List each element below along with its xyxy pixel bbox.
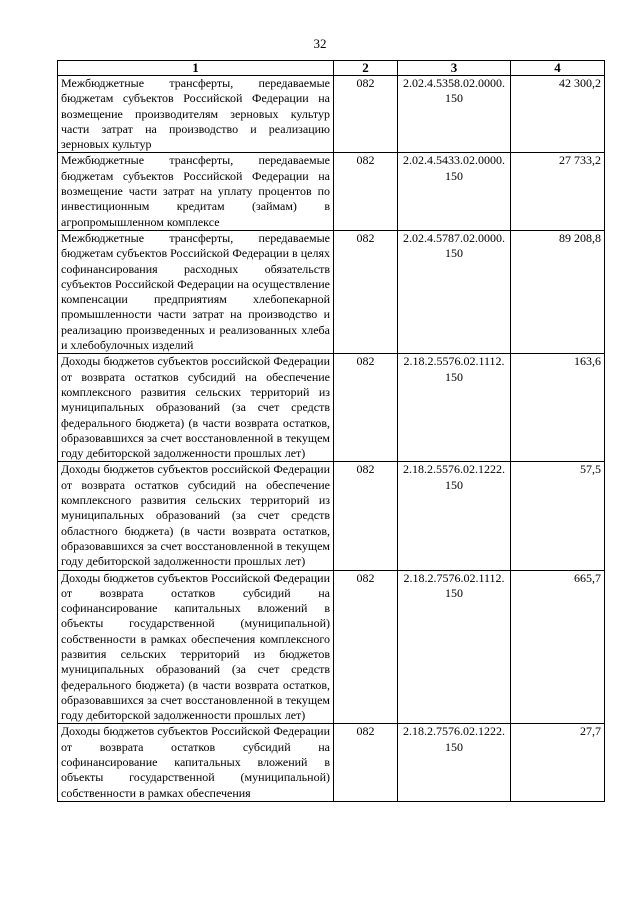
column-header-2: 2 <box>334 61 398 76</box>
table-row <box>58 230 605 353</box>
budget-revenue-table <box>57 60 605 802</box>
row-description: Доходы бюджетов субъектов Российской Федерации от возврата остатков субсидий на софинансирование капитальных вложений в объекты государственной (муниципальной) собственности в рамках обеспечения комплексного развития сельских территорий из бюджетов муниципальных образований (за счет средств федерального бюджета) (в части возврата остатков, образовавшихся за счет восстановленной в текущем году дебиторской задолженности прошлых лет) <box>58 570 334 724</box>
row-budget-code: 2.18.2.7576.02.1222.150 <box>398 724 511 801</box>
column-header-4: 4 <box>511 61 605 76</box>
row-admin-code: 082 <box>334 76 398 153</box>
row-description: Межбюджетные трансферты, передаваемые бюджетам субъектов Российской Федерации на возмещение части затрат на уплату процентов по инвестиционным кредитам (займам) в агропромышленном комплексе <box>58 153 334 230</box>
row-budget-code: 2.18.2.7576.02.1112.150 <box>398 570 511 724</box>
table-row <box>58 462 605 570</box>
row-admin-code: 082 <box>334 230 398 353</box>
row-budget-code: 2.02.4.5433.02.0000.150 <box>398 153 511 230</box>
table-row <box>58 570 605 724</box>
row-admin-code: 082 <box>334 462 398 570</box>
row-amount: 89 208,8 <box>511 230 605 353</box>
row-budget-code: 2.02.4.5787.02.0000.150 <box>398 230 511 353</box>
row-amount: 27,7 <box>511 724 605 801</box>
row-description: Доходы бюджетов субъектов Российской Федерации от возврата остатков субсидий на софинансирование капитальных вложений в объекты государственной (муниципальной) собственности в рамках обеспечения <box>58 724 334 801</box>
table-row <box>58 354 605 462</box>
row-description: Доходы бюджетов субъектов российской Федерации от возврата остатков субсидий на обеспечение комплексного развития сельских территорий из муниципальных образований (за счет средств федерального бюджета) (в части возврата остатков, образовавшихся за счет восстановленной в текущем году дебиторской задолженности прошлых лет) <box>58 354 334 462</box>
row-admin-code: 082 <box>334 570 398 724</box>
row-amount: 163,6 <box>511 354 605 462</box>
row-admin-code: 082 <box>334 153 398 230</box>
row-description: Межбюджетные трансферты, передаваемые бюджетам субъектов Российской Федерации на возмещение производителям зерновых культур части затрат на производство и реализацию зерновых культур <box>58 76 334 153</box>
column-header-1: 1 <box>58 61 334 76</box>
table-header-row <box>58 61 605 76</box>
row-budget-code: 2.02.4.5358.02.0000.150 <box>398 76 511 153</box>
row-description: Межбюджетные трансферты, передаваемые бюджетам субъектов Российской Федерации в целях софинансирования расходных обязательств субъектов Российской Федерации на осуществление компенсации предприятиям хлебопекарной промышленности части затрат на производство и реализацию произведенных и реализованных хлеба и хлебобулочных изделий <box>58 230 334 353</box>
row-budget-code: 2.18.2.5576.02.1112.150 <box>398 354 511 462</box>
table-row <box>58 724 605 801</box>
page-number: 32 <box>313 36 327 51</box>
row-amount: 42 300,2 <box>511 76 605 153</box>
row-amount: 27 733,2 <box>511 153 605 230</box>
row-admin-code: 082 <box>334 724 398 801</box>
row-description: Доходы бюджетов субъектов российской Федерации от возврата остатков субсидий на обеспечение комплексного развития сельских территорий из муниципальных образований (за счет средств областного бюджета) (в части возврата остатков, образовавшихся за счет восстановленной в текущем году дебиторской задолженности прошлых лет) <box>58 462 334 570</box>
row-amount: 665,7 <box>511 570 605 724</box>
row-budget-code: 2.18.2.5576.02.1222.150 <box>398 462 511 570</box>
table-row <box>58 76 605 153</box>
row-admin-code: 082 <box>334 354 398 462</box>
table-row <box>58 153 605 230</box>
column-header-3: 3 <box>398 61 511 76</box>
row-amount: 57,5 <box>511 462 605 570</box>
